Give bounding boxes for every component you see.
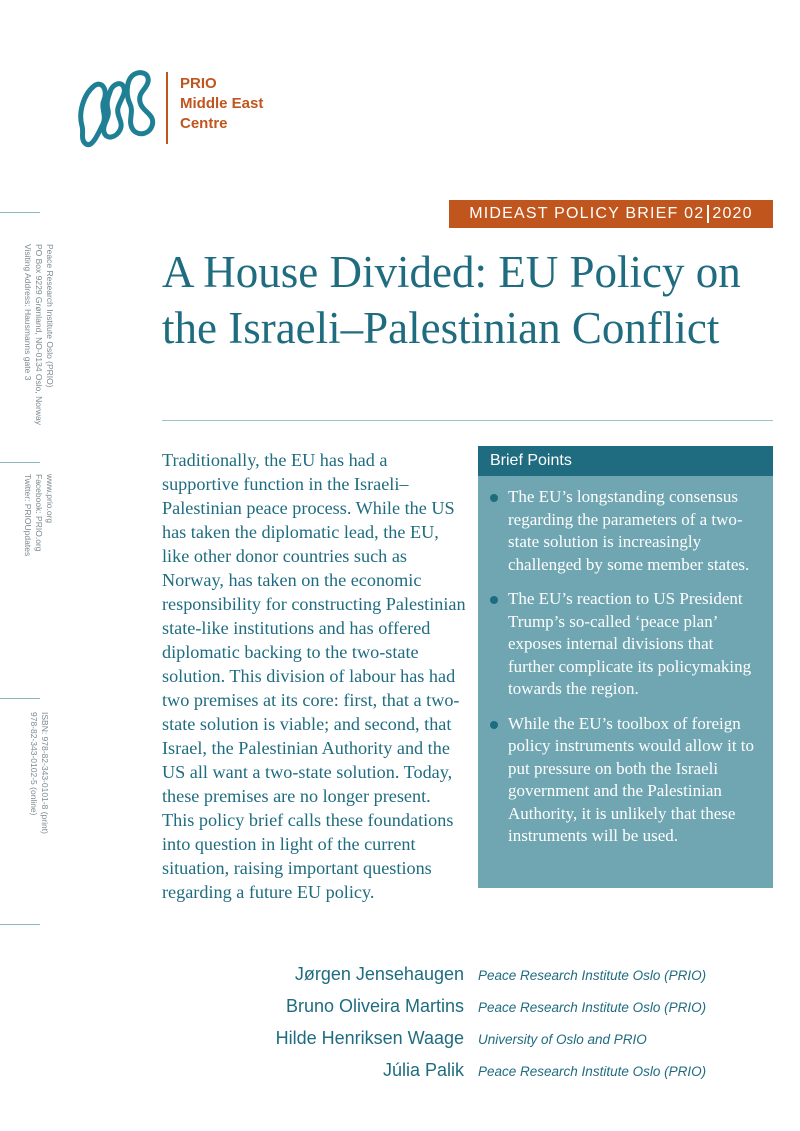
isbn-line: 978-82-343-0102-5 (online) [29, 712, 39, 816]
brief-point [508, 486, 761, 576]
margin-divider [0, 924, 40, 925]
author-row [200, 1028, 760, 1060]
brief-points-list [478, 476, 773, 848]
series-banner [449, 200, 773, 228]
author-affiliation: Peace Research Institute Oslo (PRIO) [478, 1064, 707, 1079]
brief-number: 02 [684, 205, 705, 222]
author-name: Jørgen Jensehaugen [294, 964, 464, 984]
address-line: Visiting Address: Hausmanns gate 3 [23, 244, 33, 381]
author-list [200, 964, 760, 1092]
author-name: Júlia Palik [382, 1060, 464, 1080]
title-divider [162, 420, 773, 421]
logo-line-middle-east: Middle East [180, 95, 264, 112]
author-affiliation: Peace Research Institute Oslo (PRIO) [478, 1000, 707, 1015]
brief-points-box [478, 446, 773, 888]
margin-divider [0, 462, 40, 463]
series-label: MIDEAST POLICY BRIEF [469, 205, 679, 222]
logo-divider [166, 72, 168, 144]
bullet-icon [490, 596, 498, 604]
author-name: Bruno Oliveira Martins [285, 996, 464, 1016]
address-block [22, 244, 55, 425]
bullet-icon [490, 494, 498, 502]
logo-wordmark [180, 74, 263, 134]
margin-divider [0, 212, 40, 213]
isbn-line: ISBN: 978-82-343-0101-8 (print) [40, 712, 50, 834]
author-affiliation: Peace Research Institute Oslo (PRIO) [478, 968, 707, 983]
bullet-icon [490, 721, 498, 729]
margin-divider [0, 698, 40, 699]
brief-point [508, 588, 761, 701]
author-row [200, 996, 760, 1028]
isbn-block [28, 712, 50, 834]
prio-figures-logo-icon [72, 64, 172, 154]
summary-paragraph: Traditionally, the EU has had a supportive function in the Israeli–Palestinian peace process. While the US has taken the diplomatic lead, the EU, like other donor countries such as Norway, has taken on the economic responsibility for constructing Palestinian state-like institutions and has offered diplomatic backing to the two-state solution. This division of labour has had two premises at its core: first, that a two-state solution is viable; and second, that Israel, the Palestinian Authority and the US all want a two-state solution. Today, these premises are no longer present. This policy brief calls these foundations into question in light of the current situation, raising important questions regarding a future EU policy. [162, 450, 466, 902]
brief-point-text: The EU’s reaction to US President Trump’s so-called ‘peace plan’ exposes internal divisions that further complicate its policymaking towards the region. [508, 589, 752, 698]
banner-separator [707, 205, 709, 223]
logo-line-centre: Centre [180, 115, 228, 132]
brief-point-text: While the EU’s toolbox of foreign policy instruments would allow it to put pressure on both the Israeli government and the Palestinian Authority, it is unlikely that these instruments will be used. [508, 713, 755, 845]
web-line[interactable]: Facebook: PRIO.org [34, 474, 44, 552]
brief-point [508, 713, 761, 848]
page-title: A House Divided: EU Policy on the Israeli–Palestinian Conflict [162, 247, 741, 353]
web-block [22, 474, 55, 556]
web-line[interactable]: www.prio.org [45, 474, 55, 524]
brief-points-heading: Brief Points [478, 446, 773, 476]
brief-year: 2020 [712, 205, 753, 222]
address-line: PO Box 9229 Grønland, NO-0134 Oslo, Norway [34, 244, 44, 425]
brief-point-text: The EU’s longstanding consensus regarding the parameters of a two-state solution is increasingly challenged by some member states. [508, 487, 750, 574]
author-row [200, 1060, 760, 1092]
address-line: Peace Research Institute Oslo (PRIO) [45, 244, 55, 388]
web-line[interactable]: Twitter: PRIOUpdates [23, 474, 33, 557]
author-name: Hilde Henriksen Waage [275, 1028, 464, 1048]
author-row [200, 964, 760, 996]
logo-line-prio: PRIO [180, 75, 217, 92]
author-affiliation: University of Oslo and PRIO [478, 1032, 647, 1047]
